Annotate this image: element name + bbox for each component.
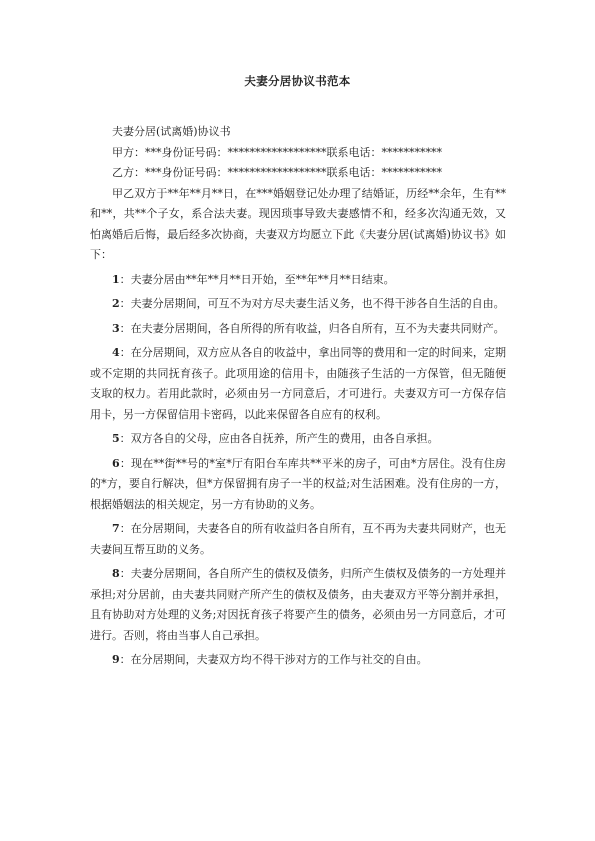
clause-number: 6 <box>112 456 120 470</box>
clause-6 <box>90 454 506 516</box>
agreement-subtitle: 夫妻分居(试离婚)协议书 <box>112 125 231 138</box>
party-a-line: 甲方：***身份证号码：******************联系电话：*********** <box>112 145 442 159</box>
intro-paragraph: 甲乙双方于**年**月**日，在***婚姻登记处办理了结婚证，历经**余年，生有**和**，共**个子女，系合法夫妻。现因琐事导致夫妻感情不和，经多次沟通无效，又怕离婚后后悔，最后经多次协商，夫妻双方均愿立下此《夫妻分居(试离婚)协议书》如下： <box>90 186 506 261</box>
clause-text: ：现在**街**号的*室*厅有阳台车库共**平米的房子，可由*方居住。没有住房的*方，要自行解决，但*方保留拥有房子一半的权益;对生活困难。没有住房的一方，根据婚姻法的相关规定，另一方有协助的义务。 <box>90 456 506 511</box>
clause-8 <box>90 564 506 646</box>
clause-text: ：双方各自的父母，应由各自抚养，所产生的费用，由各自承担。 <box>119 432 439 445</box>
clause-number: 9 <box>112 653 120 666</box>
clause-3 <box>90 319 506 340</box>
document-title: 夫妻分居协议书范本 <box>244 74 351 88</box>
clause-1 <box>90 270 506 291</box>
clause-text: ：在分居期间，夫妻双方均不得干涉对方的工作与社交的自由。 <box>119 653 428 666</box>
clause-number: 2 <box>112 297 120 310</box>
clause-number: 3 <box>112 321 120 335</box>
clause-7 <box>90 519 506 560</box>
clause-text: ：夫妻分居期间，各自所产生的债权及债务，归所产生债权及债务的一方处理并承担;对分居前，由夫妻共同财产所产生的债权及债务，由夫妻双方平等分割并承担，且有协助对方处理的义务;对因抚育孩子将要产生的债务，必须由另一方同意后，才可进行。否则，将由当事人自己承担。 <box>90 567 506 642</box>
clause-number: 5 <box>112 432 120 445</box>
party-b-line: 乙方：***身份证号码：******************联系电话：*********** <box>112 166 442 179</box>
clause-text: ：在分居期间，夫妻各自的所有收益归各自所有，互不再为夫妻共同财产，也无夫妻间互帮互助的义务。 <box>90 522 506 556</box>
clause-5 <box>90 429 506 450</box>
clause-number: 7 <box>112 522 120 535</box>
clause-text: ：夫妻分居由**年**月**日开始，至**年**月**日结束。 <box>119 272 395 286</box>
clause-number: 4 <box>112 346 120 359</box>
clause-text: ：在夫妻分居期间，各自所得的所有收益，归各自所有，互不为夫妻共同财产。 <box>119 321 505 335</box>
clause-2 <box>90 294 506 315</box>
clause-number: 8 <box>112 567 120 580</box>
document-body <box>90 122 506 671</box>
clause-text: ：在分居期间，双方应从各自的收益中，拿出同等的费用和一定的时间来，定期或不定期的共同抚育孩子。此项用途的信用卡，由随孩子生活的一方保管，但无随便支取的权力。若用此款时，必须由另一方同意后，才可进行。夫妻双方可一方保存信用卡，另一方保留信用卡密码，以此来保留各自应有的权利。 <box>90 346 506 421</box>
clause-number: 1 <box>112 272 120 286</box>
clause-4 <box>90 343 506 425</box>
clause-9 <box>90 650 506 671</box>
clause-text: ：夫妻分居期间，可互不为对方尽夫妻生活义务，也不得干涉各自生活的自由。 <box>119 297 505 310</box>
